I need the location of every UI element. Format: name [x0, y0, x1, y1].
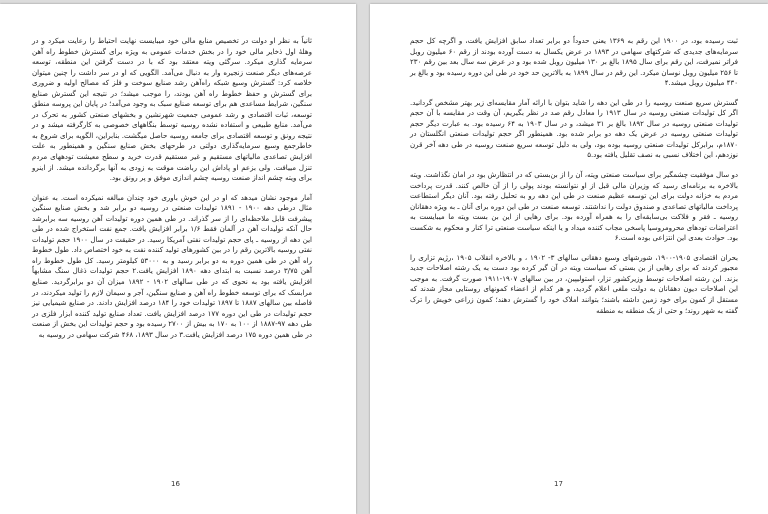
page-number: 17: [554, 480, 563, 488]
left-page: [0, 4, 356, 514]
body-paragraph: آمار موجود نشان میدهد که او در این خوش باوری خود چندان مبالغه نمیکرده است. به عنوان مثال درطی دهه ۱۹۰۰ - ۱۸۹۱ تولیدات صنعتی در روسیه دو برابر شد و بخش صنایع سنگین پیشرفت قابل ملاحظه‌ای را از سر گذراند. در طی همین دوره تولیدات آهن روسیه سه برابرشد حال آنکه تولیدات آهن در آلمان فقط ۱/۶ برابر افزایش یافت. جمع نفت استخراج شده در طی این دهه از روسیه ـ پای حجم تولیدات نفتی آمریکا رسید. در حقیقت در سال ۱۹۰۰ حجم تولیدات نفتی روسیه بالاترین رقم را در بین کشورهای تولید کننده نفت به خود اختصاص داد. طول خطوط راه آهن در طی همین دوره به دو برابر رسید و به ۵۳۰۰۰ کیلومتر رسید. کل طول خطوط راه آهن ۳/۷۵ درصد نسبت به ابتدای دهه ۱۸۹۰ افزایش یافت.۲ حجم تولیدات ذغال سنگ مشابهاً افزایش یافته بود به نحوی که در طی سالهای ۱۹۰۲ - ۱۸۹۲ میزان آن دو برابرگردید. صنایع مرابسک که برای توسعه خطوط راه آهن و صنایع سنگین، آجر و سیمان لازم را تولید میکردند، در فاصله بین سالهای ۱۸۸۷ تا ۱۸۹۷ تولیدات خود را ۱۸۴ درصد افزایش دادند. در صنایع شیمیایی نیز حجم تولیدات در طی این دوره ۱۷۷ درصد افزایش یافت. تعداد صنایع تولید کننده ابزار فلزی در طی دهه ۹۷-۱۸۸۷ از ۱۰۰ به ۱۷۰ به بیش از ۲۷۰۰ رسیده بود و حجم تولیدات این بخش از صنعت در طی همین دوره ۱۷۵ درصد افزایش یافت.۳ در سال ۱۸۹۳، ۴۶۸ شرکت سهامی در روسیه به: [32, 192, 312, 339]
body-paragraph: بحران اقتصادی ۱۹۰۵-۱۹۰۰، شورشهای وسیع دهقانی سالهای ۳- ۱۹۰۲ ، و بالاخره انقلاب ۱۹۰۵ ،رژیم تزاری را مجبور کردند که برای رهایی از بن بستی که سیاست ویته در آن گیر کرده بود دست به یک رشته اصلاحات جدید بزند. این رشته اصلاحات توسط وزیرکشور تزار، استولیپین، در بین سالهای ۱۹۰۷-۱۹۱۱ صورت گرفت. به موجب این اصلاحات دیون دهقانان به دولت ملغی اعلام گردید، و هر کدام از اعضاء کمونهای روستایی مجاز شدند که مستقل از کمون برای خود زمین داشته باشند؛ بتوانند املاک خود را گسترش دهند؛ کمون زراعی خویش را ترک گفته به شهر روند؛ و حتی از یک منطقه به منطقه: [410, 252, 738, 315]
page-number: 16: [171, 480, 180, 488]
body-paragraph: ثبت رسیده بود، در ۱۹۰۰ این رقم به ۱۳۶۹ یعنی حدوداً دو برابر تعداد سابق افزایش یافت، و اگرچه کل حجم سرمایه‌های جدیدی که شرکتهای سهامی در ۱۸۹۳ در عرض یکسال به دست آورده بودند از رقم ۶۰ میلیون روبل فراتر نمیرفت، این رقم برای سال ۱۸۹۵ بالغ بر ۱۳۰ میلیون روبل شده بود و در عرض سه سال بعد بین رقم ۲۳۰ تا ۲۵۶ میلیون روبل نوسان میکرد. این رقم در سال ۱۸۹۹ به بالاترین حد خود در طی این دوره رسیده بود و بالغ بر ۴۳۰ میلیون روبل میشد.۴: [410, 36, 739, 88]
right-page: [370, 4, 768, 514]
body-paragraph: گسترش سریع صنعت روسیه را در طی این دهه را شاید بتوان با ارائه آمار مقایسه‌ای زیر بهتر مشخص گردانید. اگر کل تولیدات صنعتی روسیه در سال ۱۹۱۳ را معادل رقم صد در نظر بگیریم، آن وقت در مقایسه با آن حجم تولیدات صنعتی روسیه در سال ۱۸۹۲ بالغ بر ۳۱ میشد، و در سال ۱۹۰۳ به ۶۴ رسیده بود. به عبارت دیگر حجم تولیدات صنعتی روسیه در عرض یک دهه دو برابر شده بود. همینطور اگر حجم تولیدات صنعتی انگلستان در ۱۸۷۰م، برابرکل تولیدات صنعتی روسیه بوده بود، ولی به دلیل توسعه سریع صنعت روسیه در طی دهه آخر قرن نوزدهم، این اختلاف نسبی به نصف تقلیل یافته بود.۵: [410, 97, 738, 160]
body-paragraph: ثانیاً به نظر او دولت در تخصیص منابع مالی خود میبایست نهایت احتیاط را رعایت میکرد و در وهلهٔ اول ذخایر مالی خود را در بخش خدمات عمومی به ویژه برای گسترش خطوط راه آهن سرمایه گذاری میکرد. سرگئی ویته معتقد بود که با در دست گرفتن این منطقه، توسعه عرصه‌های دیگر صنعت زنجیره وار به دنبال می‌آمد. الگویی که او در سر داشت را چنین میتوان خلاصه کرد: گسترش وسیع شبکه راه‌آهن رشد صنایع سوخت و فلز که مصالح اولیه و ضروری برای گسترش و حفظ خطوط راه آهن بودند، را موجب میشد؛ در نتیجه این گسترش صنایع سنگین، شرایط مساعدی هم برای توسعه صنایع سبک به وجود می‌آمد؛ در پایان این پروسه منطق توسعه، ثبات اقتصادی و رشد عمومی جمعیت شهرنشین و بخشهای صنعتی کشور به تحرک در می‌آمد. منابع طبیعی و استفاده نشده روسیه توسط بنگاههای خصوصی به کارگرفته میشد و در نتیجه رونق و توسعه اقتصادی برای جامعه روسیه حاصل میگشت. بنابراین، الگویه برای شروع به خاطرجمع وسیع سرمایه‌گذاری دولتی در طرحهای بخش صنایع سنگین و همینطور به علت افزایش تصاعدی مالیاتهای مستقیم و غیر مستقیم قدرت خرید و سطح معیشت تودههای مردم تنزل مییافت. ولی بزعم او پاداش این رباضت موقت به زودی به آنها برگردانده میشد. از اینرو برای ویته چشم انداز صنعت روسیه چشم اندازی موفق و پر رونق بود.: [32, 36, 312, 183]
body-paragraph: دو سال موفقیت چشمگیر برای سیاست صنعتی ویته، آن را از بن‌بستی که در انتظارش بود در امان نگذاشت. ویته بالاخره به برنامه‌ای رسید که وزیران مالی قبل از او نتوانسته بودند پولی را از آن خالص کنند. قدرت پرداخت مردم به خزانه دولت برای این توسعه عظیم صنعت در طی این دهه رو به تحلیل رفته بود. آنان دیگر استطاعت پرداخت مالیاتهای تصاعدی و صندوق دولت را نداشتند. توسعه صنعت در طی این دوره برای آنان ـ به ویژه دهقانان روسیه ـ فقر و فلاکت بی‌سابقه‌ای را به همراه آورده بود. برای رهایی از این بن بست ویته ما میبایست به اعتراضات تودهای محرومروسیا پاسخی مجاب کننده میداد و یا اینکه سیاست صنعتی ترا کنار و محکوم به شکست بود. حوادث بعدی این انتزاعی بوده است.۶: [410, 170, 738, 243]
